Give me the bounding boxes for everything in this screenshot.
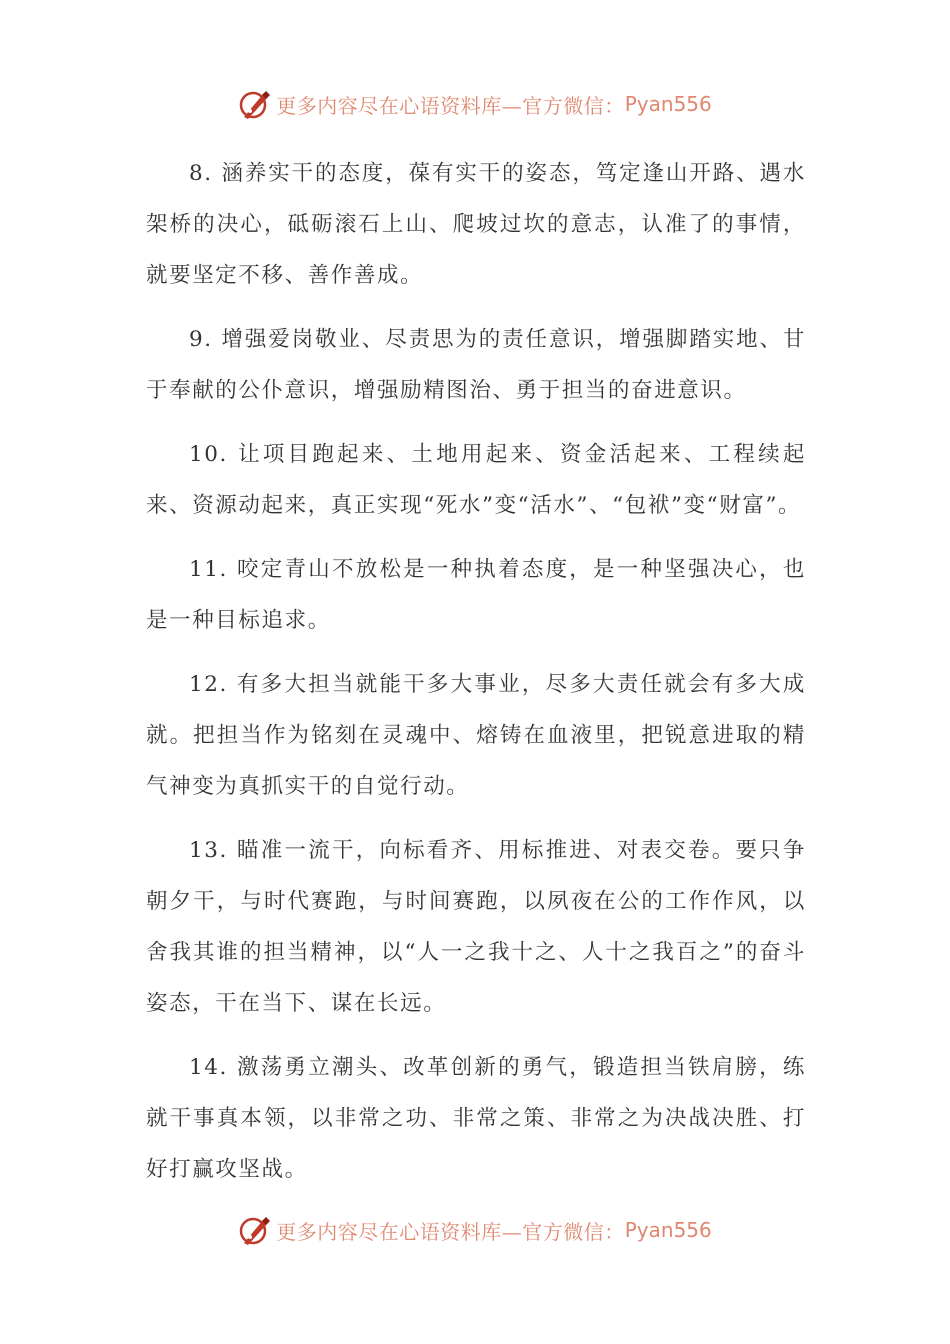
paragraph-13: 13. 瞄准一流干，向标看齐、用标推进、对表交卷。要只争朝夕干，与时代赛跑，与时间赛跑，以夙夜在公的工作作风，以舍我其谁的担当精神，以“人一之我十之、人十之我百之”的奋斗姿态，干在当下、谋在长远。 [146,838,806,1016]
footer-wechat-id: Pyan556 [624,1218,712,1242]
paragraph-9: 9. 增强爱岗敬业、尽责思为的责任意识，增强脚踏实地、甘于奉献的公仆意识，增强励精图治、勇于担当的奋进意识。 [146,327,806,403]
header-watermark-text: 更多内容尽在心语资料库—官方微信： [276,93,625,118]
header-wechat-id: Pyan556 [624,92,712,116]
footer-watermark-text: 更多内容尽在心语资料库—官方微信： [276,1219,625,1244]
paragraph-14: 14. 激荡勇立潮头、改革创新的勇气，锻造担当铁肩膀，练就干事真本领，以非常之功、非常之策、非常之为决战决胜、打好打赢攻坚战。 [146,1055,806,1182]
pen-nib-logo-icon [238,1213,272,1247]
paragraph-8: 8. 涵养实干的态度，葆有实干的姿态，笃定逢山开路、遇水架桥的决心，砥砺滚石上山、爬坡过坎的意志，认准了的事情，就要坚定不移、善作善成。 [146,161,806,288]
footer-watermark [0,1210,950,1250]
paragraph-12: 12. 有多大担当就能干多大事业，尽多大责任就会有多大成就。把担当作为铭刻在灵魂中、熔铸在血液里，把锐意进取的精气神变为真抓实干的自觉行动。 [146,672,806,799]
header-watermark [0,84,950,124]
pen-nib-logo-icon [238,87,272,121]
paragraph-10: 10. 让项目跑起来、土地用起来、资金活起来、工程续起来、资源动起来，真正实现“死水”变“活水”、“包袱”变“财富”。 [146,442,806,518]
paragraph-11: 11. 咬定青山不放松是一种执着态度，是一种坚强决心，也是一种目标追求。 [146,557,806,633]
document-body [146,148,806,1208]
